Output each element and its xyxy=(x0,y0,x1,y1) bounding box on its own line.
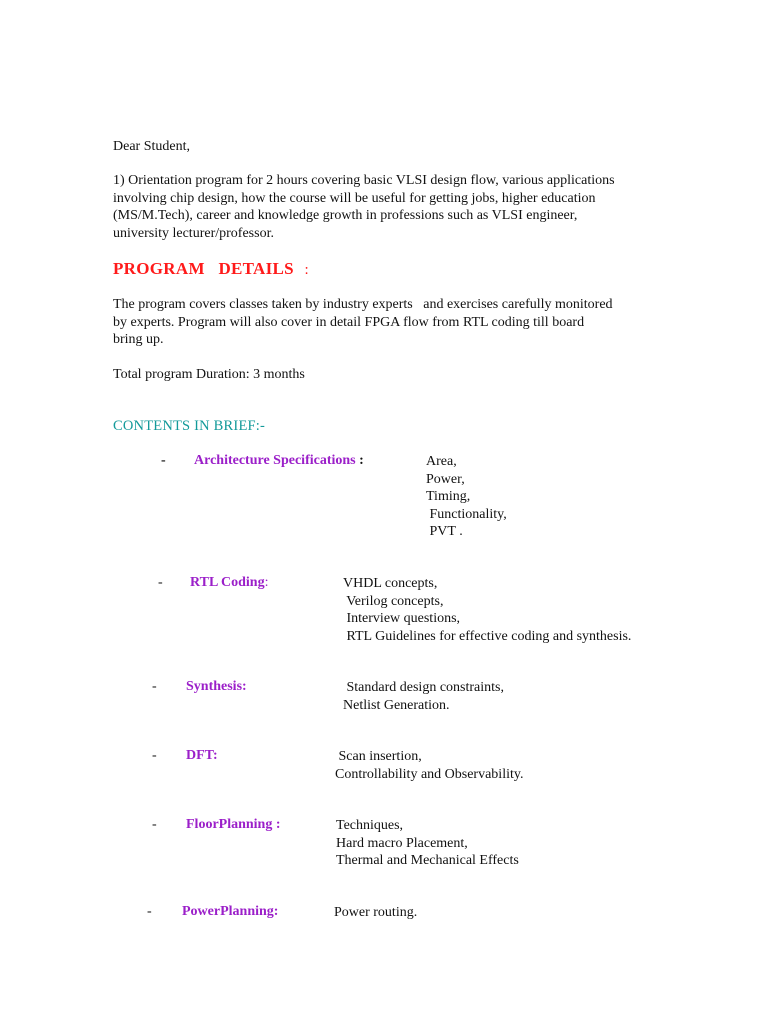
section-label-floorplanning: FloorPlanning : xyxy=(186,817,281,832)
bullet-dash: - xyxy=(152,748,157,763)
section-item: Timing, xyxy=(426,489,471,504)
section-item: Hard macro Placement, xyxy=(336,835,468,851)
greeting: Dear Student, xyxy=(113,139,190,154)
section-item: Thermal and Mechanical Effects xyxy=(336,853,519,868)
section-items-dft xyxy=(335,748,523,783)
section-item: Controllability and Observability. xyxy=(335,766,524,782)
bullet-dash: - xyxy=(147,904,152,919)
section-item: Techniques, xyxy=(336,818,404,833)
program-details-colon: : xyxy=(304,262,309,278)
section-label-synthesis: Synthesis: xyxy=(186,679,247,694)
bullet-dash: - xyxy=(152,817,157,832)
section-items-powerplanning xyxy=(334,904,417,922)
section-item: Verilog concepts, xyxy=(343,593,444,609)
section-item: RTL Guidelines for effective coding and synthesis. xyxy=(343,628,632,644)
section-item: Netlist Generation. xyxy=(343,697,450,713)
bullet-dash: - xyxy=(158,575,163,590)
program-line: by experts. Program will also cover in detail FPGA flow from RTL coding till board xyxy=(113,314,585,330)
section-item: Standard design constraints, xyxy=(343,680,504,695)
section-item: Power routing. xyxy=(334,905,418,920)
section-items-architecture xyxy=(426,453,507,541)
section-item: Power, xyxy=(426,471,465,487)
section-label-powerplanning: PowerPlanning: xyxy=(182,904,279,919)
section-item: Interview questions, xyxy=(343,611,461,626)
section-label-colon: : xyxy=(264,575,269,590)
section-items-rtl-coding xyxy=(343,575,631,645)
program-paragraph xyxy=(113,296,673,349)
orientation-line: 1) Orientation program for 2 hours covering basic VLSI design flow, various applications xyxy=(113,173,615,188)
section-label-architecture xyxy=(194,453,364,469)
section-label-text: Architecture Specifications xyxy=(194,453,356,468)
section-item: Scan insertion, xyxy=(335,749,422,764)
section-items-floorplanning xyxy=(336,817,519,870)
program-line: The program covers classes taken by industry experts and exercises carefully monitored xyxy=(113,297,613,312)
section-item: VHDL concepts, xyxy=(343,576,438,591)
program-line: bring up. xyxy=(113,332,164,347)
section-item: Area, xyxy=(426,454,457,469)
orientation-line: involving chip design, how the course will be useful for getting jobs, higher education xyxy=(113,190,596,206)
bullet-dash: - xyxy=(152,679,157,694)
orientation-paragraph xyxy=(113,172,673,242)
section-label-colon: : xyxy=(355,453,364,468)
section-item: PVT . xyxy=(426,524,463,539)
bullet-dash: - xyxy=(161,453,166,468)
section-items-synthesis xyxy=(343,679,504,714)
section-label-dft: DFT: xyxy=(186,748,218,763)
section-item: Functionality, xyxy=(426,506,507,522)
orientation-line: (MS/M.Tech), career and knowledge growth in professions such as VLSI engineer, xyxy=(113,208,578,223)
program-details-heading xyxy=(113,259,309,279)
contents-heading: CONTENTS IN BRIEF:- xyxy=(113,418,266,434)
program-duration: Total program Duration: 3 months xyxy=(113,367,305,382)
orientation-line: university lecturer/professor. xyxy=(113,225,274,241)
section-label-text: RTL Coding xyxy=(190,575,265,590)
section-label-rtl-coding xyxy=(190,575,268,591)
program-details-title: PROGRAM DETAILS xyxy=(113,259,294,278)
